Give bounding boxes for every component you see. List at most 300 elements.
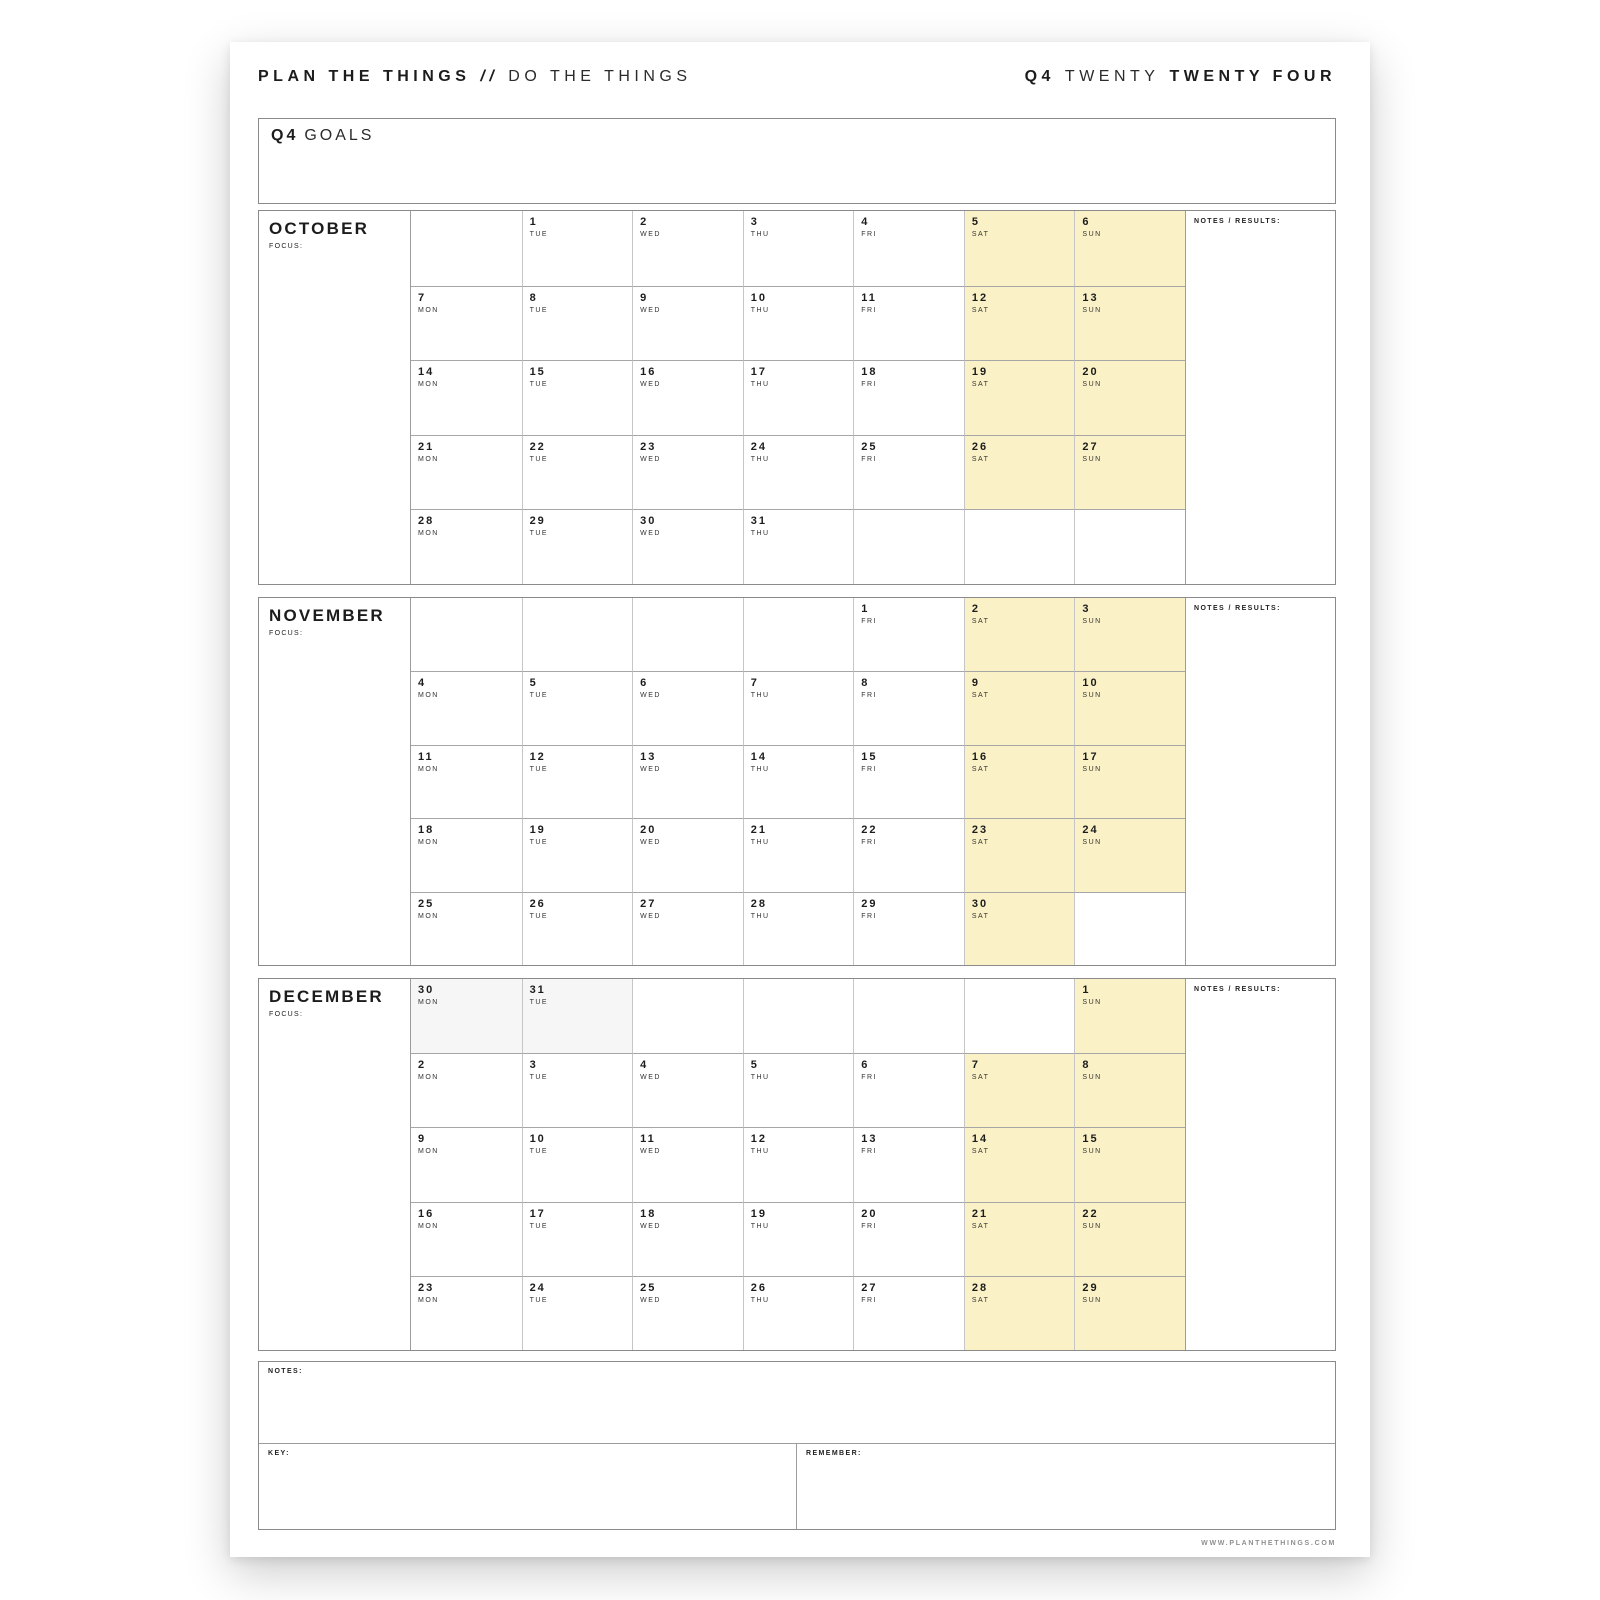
day-number: 27 — [640, 897, 657, 910]
day-cell — [522, 1127, 633, 1201]
weekday-label: WED — [640, 1148, 661, 1156]
day-number: 6 — [861, 1059, 870, 1072]
empty-cell — [1074, 892, 1185, 965]
day-number: 24 — [529, 1281, 546, 1294]
day-number: 22 — [529, 440, 546, 453]
day-cell — [743, 1053, 854, 1127]
footer-url: WWW.PLANTHETHINGS.COM — [1201, 1540, 1336, 1547]
day-cell — [411, 1276, 522, 1350]
day-cell — [1074, 286, 1185, 361]
weekday-label: TUE — [529, 231, 549, 238]
planner-sheet — [230, 42, 1370, 1557]
day-cell — [411, 671, 522, 744]
weekday-label: SUN — [1082, 1222, 1102, 1230]
month-label-column — [259, 979, 411, 1350]
weekday-label: SAT — [971, 692, 990, 700]
notes-results-label: NOTES / RESULTS: — [1194, 218, 1281, 225]
day-number: 21 — [418, 440, 435, 453]
focus-label: FOCUS: — [269, 1011, 304, 1018]
notes-results-column — [1185, 979, 1335, 1350]
weekday-label: FRI — [861, 1074, 878, 1082]
focus-label: FOCUS: — [269, 630, 304, 637]
focus-label: FOCUS: — [269, 243, 304, 250]
weekday-label: FRI — [861, 692, 878, 700]
day-number: 5 — [971, 216, 980, 228]
weekday-label: THU — [750, 455, 770, 463]
day-number: 2 — [418, 1059, 427, 1072]
day-cell — [743, 671, 854, 744]
day-cell — [1074, 1053, 1185, 1127]
day-cell — [964, 1202, 1075, 1276]
empty-cell — [522, 598, 633, 671]
weekday-label: SAT — [971, 1148, 990, 1156]
weekday-label: SAT — [971, 381, 990, 389]
day-cell — [853, 1202, 964, 1276]
weekday-label: MON — [418, 912, 439, 920]
empty-cell — [964, 509, 1075, 584]
weekday-label: FRI — [861, 455, 878, 463]
quarter-label: Q4 — [1024, 68, 1055, 85]
weekday-label: TUE — [529, 306, 549, 314]
weekday-label: FRI — [861, 1148, 878, 1156]
goals-label-regular: GOALS — [304, 127, 375, 144]
day-cell — [1074, 1276, 1185, 1350]
weekday-label: TUE — [529, 999, 549, 1006]
notes-label: NOTES: — [268, 1368, 303, 1375]
notes-box — [259, 1362, 1335, 1444]
key-label: KEY: — [268, 1450, 290, 1457]
day-number: 12 — [971, 291, 989, 304]
day-cell — [522, 509, 633, 584]
day-number: 9 — [640, 291, 649, 304]
weekday-label: THU — [750, 692, 770, 700]
day-number: 18 — [861, 366, 878, 379]
weekday-label: SUN — [1082, 618, 1102, 625]
day-cell — [632, 892, 743, 965]
day-cell — [1074, 1202, 1185, 1276]
empty-cell — [1074, 509, 1185, 584]
weekday-label: MON — [418, 1074, 439, 1082]
weekday-label: MON — [418, 306, 439, 314]
day-cell — [1074, 745, 1185, 818]
empty-cell — [853, 979, 964, 1053]
header-brand — [258, 68, 692, 86]
month-name: OCTOBER — [269, 219, 370, 238]
weekday-label: WED — [640, 231, 661, 238]
day-cell — [853, 745, 964, 818]
day-number: 26 — [750, 1281, 767, 1294]
weekday-label: THU — [750, 381, 770, 389]
day-number: 19 — [529, 824, 546, 837]
weekday-label: SUN — [1082, 306, 1102, 314]
day-cell — [632, 509, 743, 584]
empty-cell — [411, 211, 522, 286]
weekday-label: TUE — [529, 912, 549, 920]
day-number: 28 — [971, 1281, 989, 1294]
day-number: 13 — [1082, 291, 1099, 304]
day-cell — [632, 360, 743, 435]
day-number: 1 — [861, 603, 870, 615]
weekday-label: FRI — [861, 306, 878, 314]
day-cell — [522, 360, 633, 435]
day-number: 18 — [418, 824, 435, 837]
day-number: 5 — [750, 1059, 759, 1072]
day-cell — [522, 1276, 633, 1350]
weekday-label: WED — [640, 1074, 661, 1082]
weekday-label: MON — [418, 455, 439, 463]
weekday-label: SAT — [971, 765, 990, 773]
day-cell — [743, 1276, 854, 1350]
day-cell — [632, 818, 743, 891]
day-cell — [964, 671, 1075, 744]
day-number: 13 — [861, 1133, 878, 1146]
weekday-label: THU — [750, 1296, 770, 1304]
day-cell — [743, 211, 854, 286]
day-number: 22 — [861, 824, 878, 837]
weekday-label: FRI — [861, 1296, 878, 1304]
day-cell — [522, 818, 633, 891]
weekday-label: THU — [750, 1222, 770, 1230]
day-cell — [411, 509, 522, 584]
day-number: 16 — [640, 366, 657, 379]
day-cell — [1074, 211, 1185, 286]
day-cell — [743, 360, 854, 435]
day-number: 15 — [1082, 1133, 1099, 1146]
day-cell — [964, 892, 1075, 965]
weekday-label: TUE — [529, 692, 549, 700]
day-cell — [853, 211, 964, 286]
day-number: 16 — [418, 1207, 435, 1220]
weekday-label: THU — [750, 912, 770, 920]
month-section-november — [258, 597, 1336, 966]
brand-bold-text: PLAN THE THINGS — [258, 68, 471, 85]
month-name: NOVEMBER — [269, 606, 385, 625]
day-cell — [964, 745, 1075, 818]
notes-results-column — [1185, 598, 1335, 965]
weekday-label: THU — [750, 1074, 770, 1082]
weekday-label: MON — [418, 1296, 439, 1304]
day-number: 23 — [418, 1281, 435, 1294]
day-number: 7 — [971, 1059, 980, 1072]
day-number: 9 — [971, 677, 980, 690]
weekday-label: FRI — [861, 1222, 878, 1230]
day-cell — [853, 671, 964, 744]
day-cell — [411, 745, 522, 818]
day-number: 14 — [971, 1133, 989, 1146]
day-cell — [743, 1202, 854, 1276]
weekday-label: FRI — [861, 912, 878, 920]
month-name: DECEMBER — [269, 987, 384, 1006]
day-number: 30 — [640, 515, 657, 528]
day-number: 7 — [418, 291, 427, 304]
empty-cell — [853, 509, 964, 584]
year-regular-text: TWENTY — [1064, 68, 1160, 85]
empty-cell — [743, 598, 854, 671]
day-cell — [411, 1053, 522, 1127]
calendar-grid — [411, 598, 1185, 965]
day-number: 17 — [529, 1207, 546, 1220]
empty-cell — [632, 979, 743, 1053]
day-cell — [853, 1276, 964, 1350]
day-cell — [632, 671, 743, 744]
brand-separator: // — [480, 68, 499, 85]
day-cell — [632, 745, 743, 818]
day-cell — [632, 435, 743, 510]
day-cell — [743, 435, 854, 510]
day-number: 3 — [1082, 603, 1091, 615]
key-remember-row — [259, 1444, 1335, 1529]
weekday-label: THU — [750, 530, 770, 538]
weekday-label: WED — [640, 455, 661, 463]
day-number: 10 — [750, 291, 767, 304]
day-number: 17 — [1082, 750, 1099, 763]
calendar-grid — [411, 979, 1185, 1350]
day-number: 8 — [529, 291, 538, 304]
weekday-label: MON — [418, 692, 439, 700]
day-cell — [964, 1127, 1075, 1201]
weekday-label: TUE — [529, 1222, 549, 1230]
day-number: 11 — [640, 1133, 656, 1146]
weekday-label: SUN — [1082, 1074, 1102, 1082]
day-cell — [411, 286, 522, 361]
weekday-label: SUN — [1082, 455, 1102, 463]
day-number: 29 — [529, 515, 546, 528]
day-number: 4 — [861, 216, 870, 228]
day-cell — [411, 1202, 522, 1276]
weekday-label: SAT — [971, 455, 990, 463]
day-cell — [743, 286, 854, 361]
day-number: 24 — [1082, 824, 1099, 837]
weekday-label: MON — [418, 999, 439, 1006]
weekday-label: FRI — [861, 381, 878, 389]
year-bold-text: TWENTY FOUR — [1169, 68, 1336, 85]
day-cell — [853, 360, 964, 435]
weekday-label: WED — [640, 381, 661, 389]
day-number: 23 — [971, 824, 989, 837]
day-number: 2 — [640, 216, 649, 228]
weekday-label: SAT — [971, 618, 990, 625]
day-cell — [1074, 1127, 1185, 1201]
empty-cell — [964, 979, 1075, 1053]
day-number: 13 — [640, 750, 657, 763]
weekday-label: SUN — [1082, 381, 1102, 389]
day-number: 1 — [529, 216, 538, 228]
day-cell — [632, 1276, 743, 1350]
weekday-label: MON — [418, 381, 439, 389]
day-number: 20 — [861, 1207, 878, 1220]
day-cell — [743, 509, 854, 584]
day-number: 28 — [750, 897, 767, 910]
empty-cell — [743, 979, 854, 1053]
day-number: 8 — [1082, 1059, 1091, 1072]
weekday-label: SUN — [1082, 765, 1102, 773]
weekday-label: SUN — [1082, 1148, 1102, 1156]
day-cell — [853, 435, 964, 510]
day-number: 30 — [971, 897, 989, 910]
empty-cell — [632, 598, 743, 671]
day-cell — [632, 1202, 743, 1276]
weekday-label: WED — [640, 530, 661, 538]
month-section-october — [258, 210, 1336, 585]
day-number: 24 — [750, 440, 767, 453]
day-cell — [1074, 598, 1185, 671]
weekday-label: THU — [750, 1148, 770, 1156]
weekday-label: WED — [640, 912, 661, 920]
day-cell — [743, 818, 854, 891]
day-cell — [411, 818, 522, 891]
day-number: 27 — [861, 1281, 878, 1294]
notes-results-label: NOTES / RESULTS: — [1194, 605, 1281, 612]
weekday-label: SAT — [971, 912, 990, 920]
day-cell — [853, 598, 964, 671]
day-number: 4 — [418, 677, 427, 690]
weekday-label: FRI — [861, 839, 878, 847]
page-header — [258, 68, 1336, 86]
day-number: 20 — [640, 824, 657, 837]
day-number: 19 — [971, 366, 989, 379]
day-cell — [853, 818, 964, 891]
remember-box — [797, 1444, 1335, 1529]
day-cell — [964, 1276, 1075, 1350]
day-number: 8 — [861, 677, 870, 690]
brand-regular-text: DO THE THINGS — [508, 68, 692, 85]
day-cell — [411, 360, 522, 435]
day-cell — [522, 745, 633, 818]
day-number: 16 — [971, 750, 989, 763]
day-cell — [632, 1053, 743, 1127]
weekday-label: WED — [640, 839, 661, 847]
weekday-label: THU — [750, 839, 770, 847]
day-cell — [964, 598, 1075, 671]
day-cell — [1074, 435, 1185, 510]
day-number: 15 — [861, 750, 878, 763]
day-cell — [1074, 360, 1185, 435]
day-cell — [522, 286, 633, 361]
day-cell — [522, 892, 633, 965]
day-cell — [743, 1127, 854, 1201]
day-cell — [1074, 979, 1185, 1053]
day-number: 6 — [1082, 216, 1091, 228]
weekday-label: TUE — [529, 765, 549, 773]
weekday-label: SAT — [971, 306, 990, 314]
weekday-label: SUN — [1082, 839, 1102, 847]
day-number: 1 — [1082, 984, 1091, 996]
weekday-label: SUN — [1082, 999, 1102, 1006]
weekday-label: FRI — [861, 765, 878, 773]
weekday-label: TUE — [529, 530, 549, 538]
day-cell — [964, 1053, 1075, 1127]
weekday-label: MON — [418, 530, 439, 538]
day-number: 25 — [640, 1281, 657, 1294]
day-cell — [411, 979, 522, 1053]
day-cell — [964, 818, 1075, 891]
day-number: 3 — [750, 216, 759, 228]
empty-cell — [411, 598, 522, 671]
day-number: 4 — [640, 1059, 649, 1072]
weekday-label: SUN — [1082, 692, 1102, 700]
day-cell — [853, 1053, 964, 1127]
day-cell — [522, 211, 633, 286]
day-number: 26 — [971, 440, 989, 453]
day-number: 10 — [529, 1133, 546, 1146]
day-cell — [1074, 818, 1185, 891]
calendar-grid — [411, 211, 1185, 584]
day-cell — [964, 286, 1075, 361]
day-number: 17 — [750, 366, 767, 379]
weekday-label: SUN — [1082, 231, 1102, 238]
day-cell — [632, 1127, 743, 1201]
weekday-label: THU — [750, 306, 770, 314]
weekday-label: MON — [418, 1222, 439, 1230]
day-cell — [522, 671, 633, 744]
day-number: 22 — [1082, 1207, 1099, 1220]
day-number: 11 — [418, 750, 434, 763]
day-number: 2 — [971, 603, 980, 615]
day-number: 7 — [750, 677, 759, 690]
day-cell — [411, 435, 522, 510]
weekday-label: TUE — [529, 1296, 549, 1304]
weekday-label: SUN — [1082, 1296, 1102, 1304]
day-number: 31 — [529, 984, 546, 996]
day-number: 30 — [418, 984, 435, 996]
day-number: 23 — [640, 440, 657, 453]
day-number: 26 — [529, 897, 546, 910]
weekday-label: WED — [640, 692, 661, 700]
day-cell — [411, 892, 522, 965]
day-cell — [522, 1202, 633, 1276]
weekday-label: SAT — [971, 1222, 990, 1230]
day-cell — [522, 979, 633, 1053]
day-number: 25 — [861, 440, 878, 453]
day-number: 6 — [640, 677, 649, 690]
day-number: 5 — [529, 677, 538, 690]
day-number: 19 — [750, 1207, 767, 1220]
header-quarter-title — [1025, 68, 1336, 86]
q4-goals-box — [258, 118, 1336, 204]
weekday-label: WED — [640, 765, 661, 773]
day-number: 21 — [971, 1207, 989, 1220]
weekday-label: MON — [418, 765, 439, 773]
day-cell — [522, 435, 633, 510]
weekday-label: FRI — [861, 618, 878, 625]
weekday-label: TUE — [529, 1148, 549, 1156]
weekday-label: SAT — [971, 839, 990, 847]
day-number: 14 — [750, 750, 767, 763]
day-number: 31 — [750, 515, 767, 528]
weekday-label: WED — [640, 306, 661, 314]
month-label-column — [259, 211, 411, 584]
weekday-label: WED — [640, 1222, 661, 1230]
goals-label-bold: Q4 — [271, 127, 299, 144]
weekday-label: TUE — [529, 1074, 549, 1082]
day-cell — [411, 1127, 522, 1201]
weekday-label: SAT — [971, 1296, 990, 1304]
notes-results-label: NOTES / RESULTS: — [1194, 986, 1281, 993]
weekday-label: TUE — [529, 839, 549, 847]
day-number: 14 — [418, 366, 435, 379]
day-number: 12 — [529, 750, 546, 763]
day-cell — [853, 1127, 964, 1201]
day-cell — [964, 211, 1075, 286]
key-box — [259, 1444, 797, 1529]
weekday-label: SAT — [971, 1074, 990, 1082]
day-number: 20 — [1082, 366, 1099, 379]
day-number: 25 — [418, 897, 435, 910]
month-label-column — [259, 598, 411, 965]
day-cell — [743, 892, 854, 965]
day-number: 21 — [750, 824, 767, 837]
day-cell — [743, 745, 854, 818]
